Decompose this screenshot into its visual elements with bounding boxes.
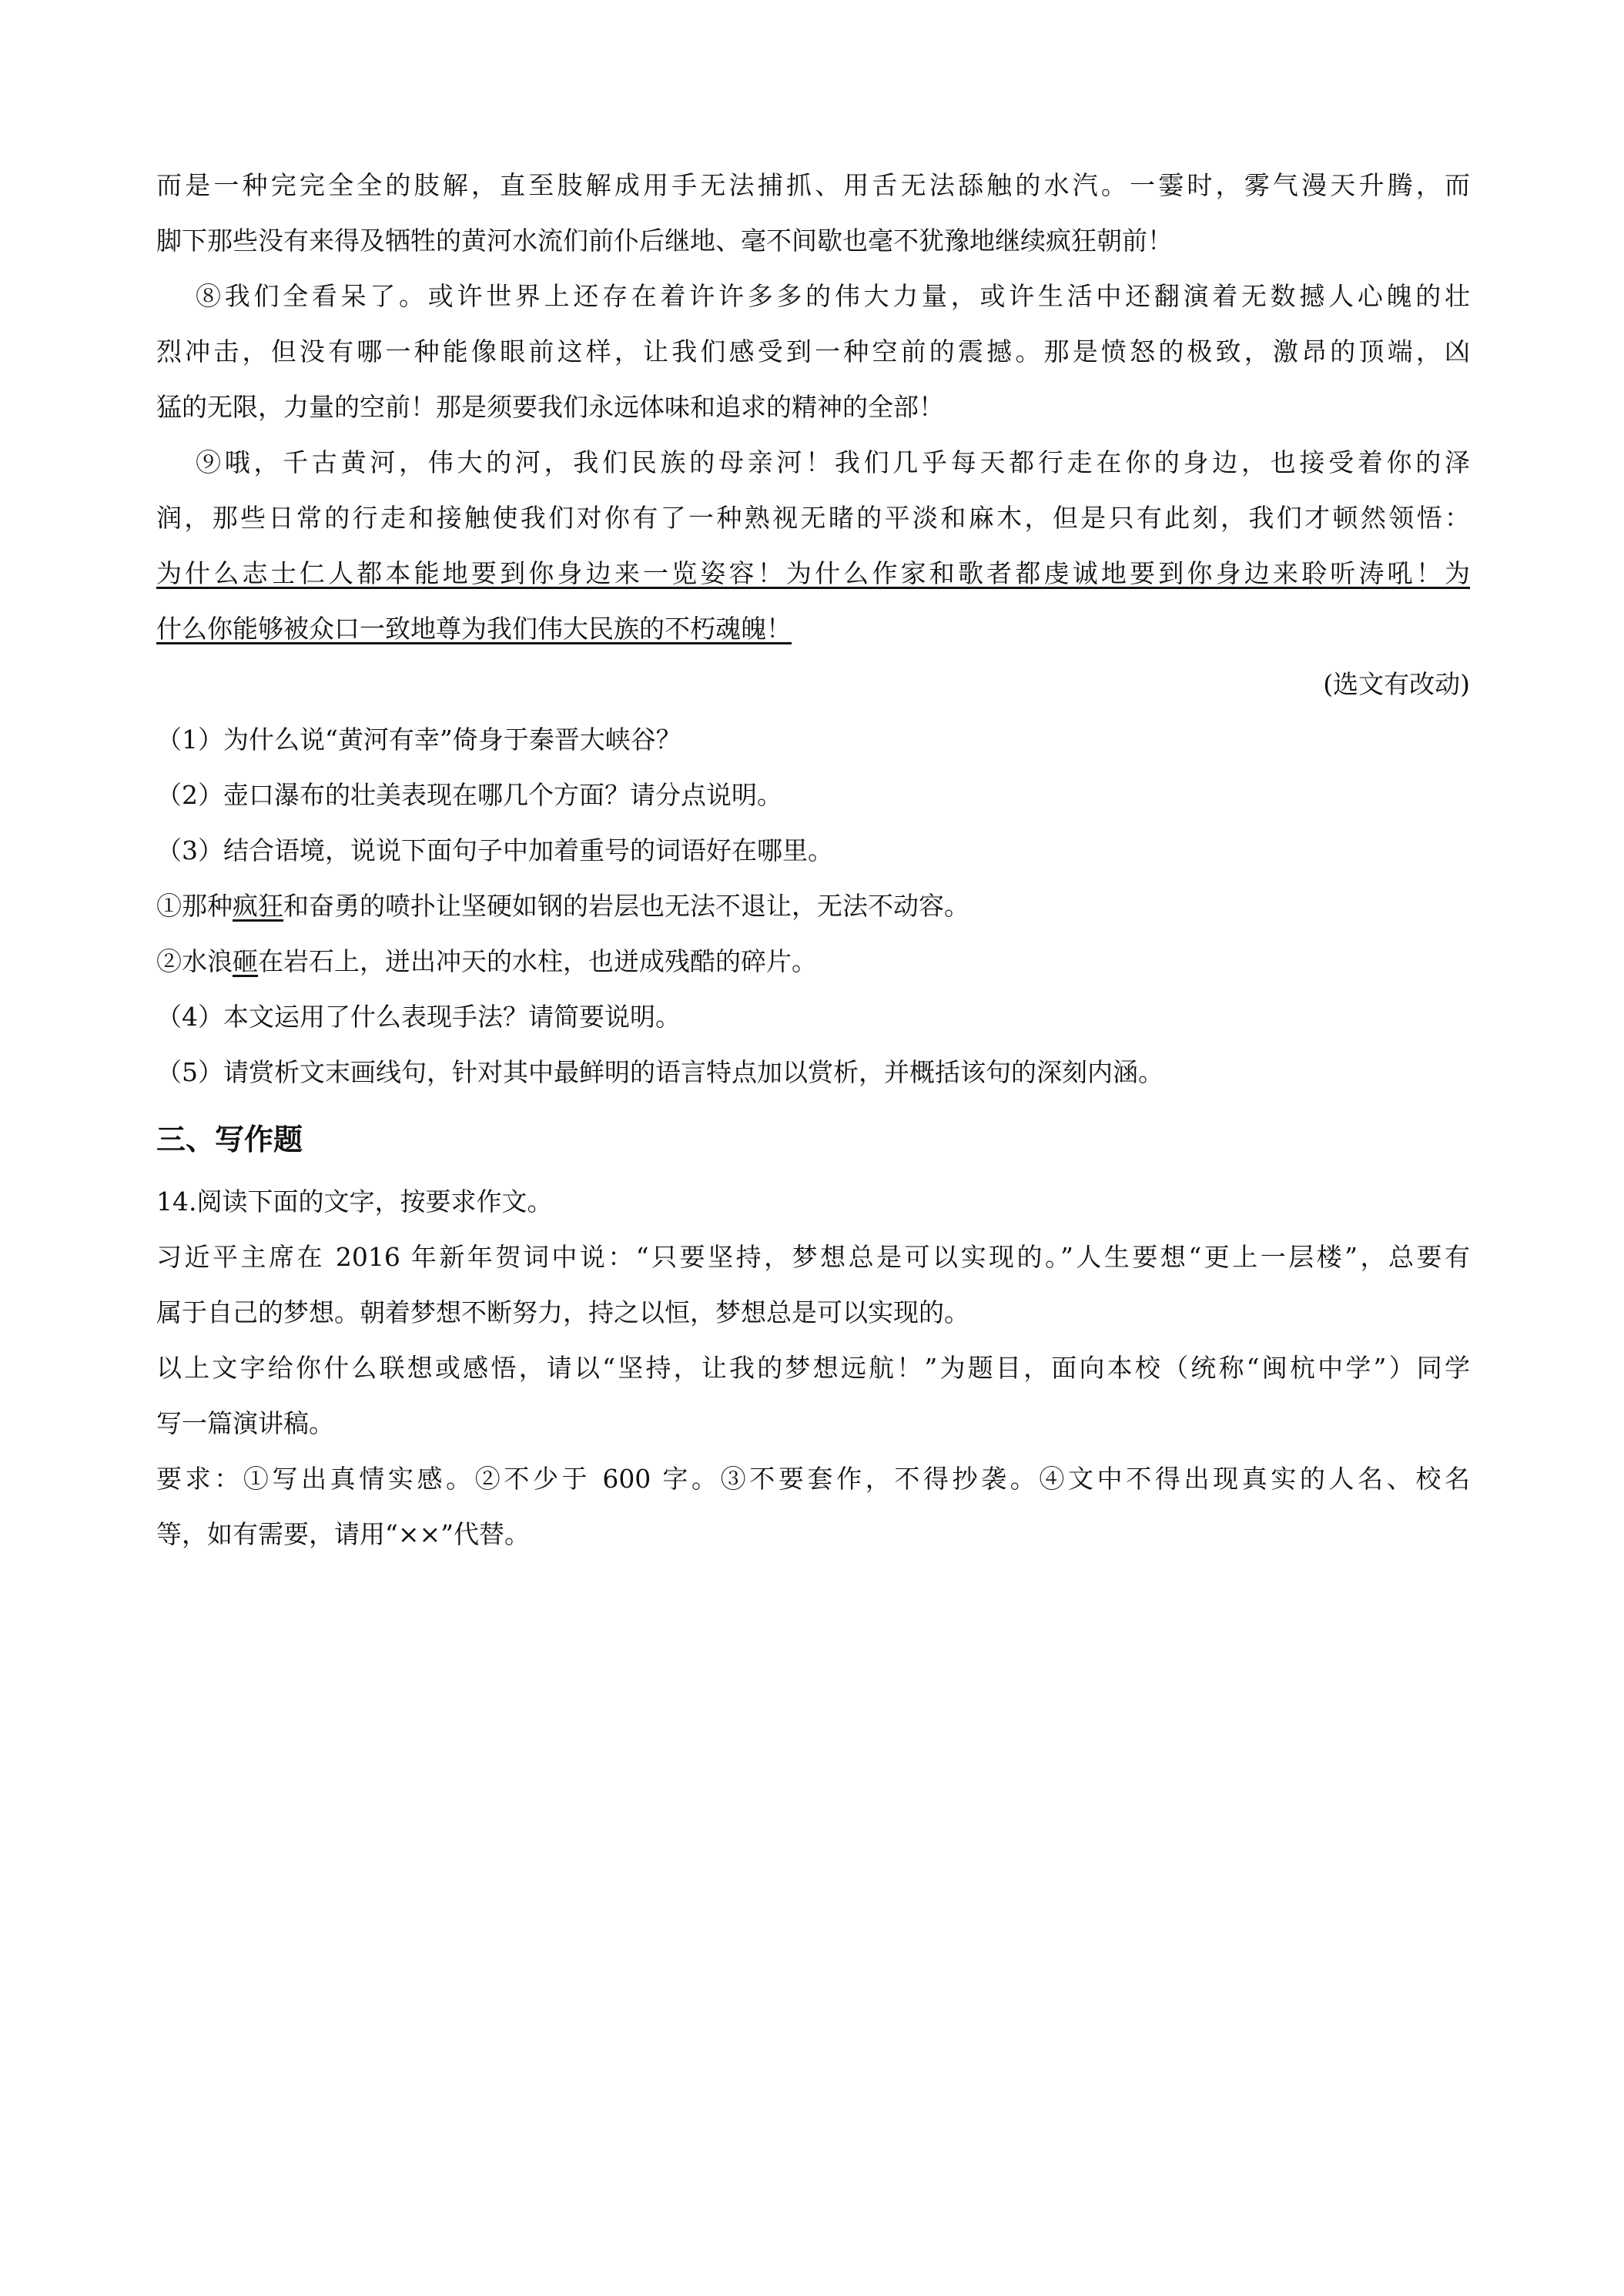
question-2: （2）壶口瀑布的壮美表现在哪几个方面？请分点说明。 [156,780,782,810]
document-page [156,158,1470,1562]
prompt-line1: 以上文字给你什么联想或感悟，请以“坚持，让我的梦想远航！”为题目，面向本校（统称“闽杭中学”）同学 [156,1353,1470,1383]
passage-para9-line1: ⑨哦，千古黄河，伟大的河，我们民族的母亲河！我们几乎每天都行走在你的身边，也接受着你的泽 [196,447,1470,477]
question-3-sentence-2: ②水浪砸在岩石上，迸出冲天的水柱，也迸成残酷的碎片。 [156,946,817,976]
passage-para8-line3: 猛的无限，力量的空前！那是须要我们永远体味和追求的精神的全部！ [156,392,944,422]
question-4: （4）本文运用了什么表现手法？请简要说明。 [156,1002,681,1032]
quote-line2: 属于自己的梦想。朝着梦想不断努力，持之以恒，梦想总是可以实现的。 [156,1297,969,1327]
requirements-line2: 等，如有需要，请用“××”代替。 [156,1519,531,1549]
question-3: （3）结合语境，说说下面句子中加着重号的词语好在哪里。 [156,835,833,865]
prompt-line2: 写一篇演讲稿。 [156,1408,334,1438]
section-3-heading: 三、写作题 [156,1123,303,1156]
underlined-sentence-part2: 什么你能够被众口一致地尊为我们伟大民族的不朽魂魄！ [156,614,792,644]
sentence-1-number: ① [156,891,182,921]
question-14: 14.阅读下面的文字，按要求作文。 [156,1186,553,1217]
underlined-sentence-part1: 为什么志士仁人都本能地要到你身边来一览姿容！为什么作家和歌者都虔诚地要到你身边来聆听涛吼！为 [156,558,1470,588]
passage-para9-underlined-line1 [156,546,1470,601]
requirements-line1: 要求：①写出真情实感。②不少于 600 字。③不要套作，不得抄袭。④文中不得出现真实的人名、校名 [156,1464,1470,1494]
emphasized-word-1: 疯狂 [233,891,283,921]
question-3-sentence-1: ①那种疯狂和奋勇的喷扑让坚硬如钢的岩层也无法不退让，无法不动容。 [156,891,969,921]
source-note: (选文有改动) [1323,669,1470,699]
passage-para9-underlined-line2 [156,601,1470,657]
passage-para7-line1: 而是一种完完全全的肢解，直至肢解成用手无法捕抓、用舌无法舔触的水汽。一霎时，雾气漫天升腾，而 [156,170,1470,200]
sentence-2-number: ② [156,946,182,976]
passage-para8-line1: ⑧我们全看呆了。或许世界上还存在着许许多多的伟大力量，或许生活中还翻演着无数撼人心魄的壮 [196,281,1470,311]
passage-para7-line2: 脚下那些没有来得及牺牲的黄河水流们前仆后继地、毫不间歇也毫不犹豫地继续疯狂朝前！ [156,226,1173,256]
quote-line1: 习近平主席在 2016 年新年贺词中说：“只要坚持，梦想总是可以实现的。”人生要想“更上一层楼”，总要有 [156,1242,1470,1272]
question-1: （1）为什么说“黄河有幸”倚身于秦晋大峡谷？ [156,725,681,755]
question-5: （5）请赏析文末画线句，针对其中最鲜明的语言特点加以赏析，并概括该句的深刻内涵。 [156,1057,1164,1087]
emphasized-word-2: 砸 [233,946,258,976]
passage-para8-line2: 烈冲击，但没有哪一种能像眼前这样，让我们感受到一种空前的震撼。那是愤怒的极致，激昂的顶端，凶 [156,336,1470,366]
passage-para9-line2: 润，那些日常的行走和接触使我们对你有了一种熟视无睹的平淡和麻木，但是只有此刻，我们才顿然领悟： [156,503,1470,533]
